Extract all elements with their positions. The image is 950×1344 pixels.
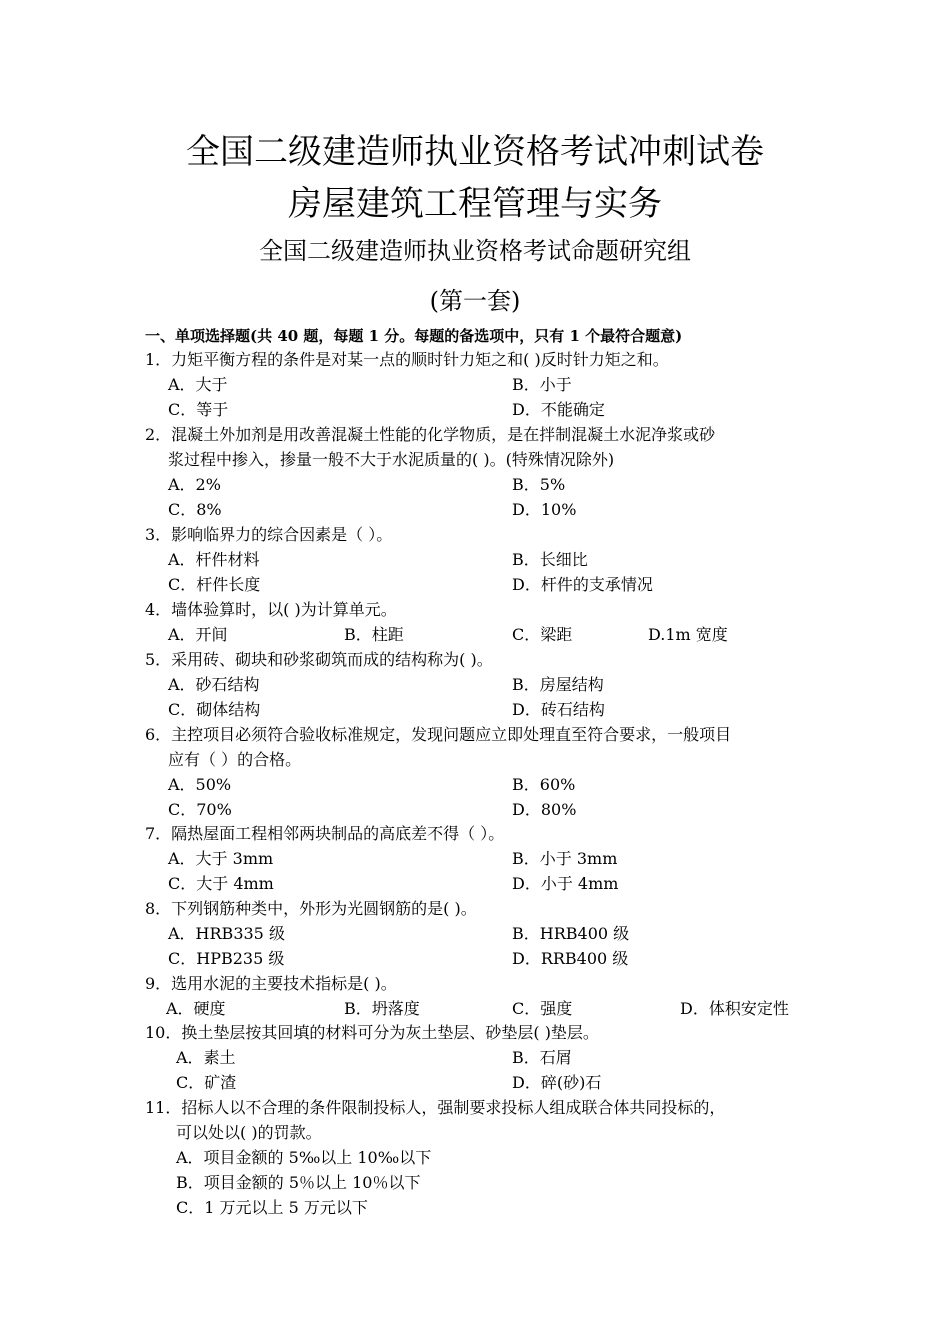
option: B．长细比 xyxy=(512,550,588,569)
option: C．等于 xyxy=(168,400,229,419)
question-stem: 9．选用水泥的主要技术指标是( )。 xyxy=(145,974,397,993)
option: C．大于 4mm xyxy=(168,874,274,893)
option: B．柱距 xyxy=(344,625,404,644)
exam-set: (第一套) xyxy=(429,287,521,315)
question-stem: 8．下列钢筋种类中，外形为光圆钢筋的是( )。 xyxy=(145,899,477,918)
section-heading: 一、单项选择题(共 40 题，每题 1 分。每题的备选项中，只有 1 个最符合题意) xyxy=(145,327,683,345)
option: A．大于 3mm xyxy=(168,849,274,868)
option: B．小于 3mm xyxy=(512,849,618,868)
option: C．强度 xyxy=(512,999,573,1018)
option: A．砂石结构 xyxy=(168,675,260,694)
question-stem: 10．换土垫层按其回填的材料可分为灰土垫层、砂垫层( )垫层。 xyxy=(145,1023,599,1042)
option: D．小于 4mm xyxy=(512,874,619,893)
option: B．HRB400 级 xyxy=(512,924,630,943)
option: A．开间 xyxy=(168,625,228,644)
option: C．8% xyxy=(168,500,222,519)
option: A．硬度 xyxy=(166,999,226,1018)
question-stem: 可以处以( )的罚款。 xyxy=(176,1123,322,1142)
option: D．碎(砂)石 xyxy=(512,1073,602,1092)
option: A．50% xyxy=(168,775,232,794)
option: C．HPB235 级 xyxy=(168,949,285,968)
option: D．不能确定 xyxy=(512,400,605,419)
option: C．70% xyxy=(168,800,232,819)
question-stem: 浆过程中掺入，掺量一般不大于水泥质量的( )。(特殊情况除外) xyxy=(168,450,615,469)
option: C．1 万元以上 5 万元以下 xyxy=(176,1198,368,1217)
option: C．梁距 xyxy=(512,625,573,644)
option: D．10% xyxy=(512,500,577,519)
question-stem: 应有（ ）的合格。 xyxy=(168,750,302,769)
question-stem: 3．影响临界力的综合因素是（ ）。 xyxy=(145,525,393,544)
option: B．房屋结构 xyxy=(512,675,604,694)
exam-author: 全国二级建造师执业资格考试命题研究组 xyxy=(259,237,691,265)
question-stem: 6．主控项目必须符合验收标准规定，发现问题应立即处理直至符合要求，一般项目 xyxy=(145,725,732,744)
option: B．坍落度 xyxy=(344,999,420,1018)
question-stem: 1．力矩平衡方程的条件是对某一点的顺时针力矩之和( )反时针力矩之和。 xyxy=(145,350,669,369)
question-stem: 7．隔热屋面工程相邻两块制品的高底差不得（ ）。 xyxy=(145,824,505,843)
option: D．砖石结构 xyxy=(512,700,605,719)
exam-subject: 房屋建筑工程管理与实务 xyxy=(288,184,662,224)
option: A．HRB335 级 xyxy=(168,924,285,943)
question-stem: 5．采用砖、砌块和砂浆砌筑而成的结构称为( )。 xyxy=(145,650,493,669)
question-stem: 4．墙体验算时，以( )为计算单元。 xyxy=(145,600,397,619)
option: D．80% xyxy=(512,800,577,819)
option: C．杆件长度 xyxy=(168,575,261,594)
option: B．项目金额的 5％以上 10％以下 xyxy=(176,1173,421,1192)
option: D．杆件的支承情况 xyxy=(512,575,653,594)
question-stem: 2．混凝土外加剂是用改善混凝土性能的化学物质，是在拌制混凝土水泥净浆或砂 xyxy=(145,425,716,444)
option: B．石屑 xyxy=(512,1048,572,1067)
option: A．项目金额的 5‰以上 10‰以下 xyxy=(176,1148,432,1167)
option: D.1m 宽度 xyxy=(648,625,728,644)
question-stem: 11．招标人以不合理的条件限制投标人，强制要求投标人组成联合体共同投标的， xyxy=(145,1098,726,1117)
option: B．小于 xyxy=(512,375,572,394)
exam-title: 全国二级建造师执业资格考试冲刺试卷 xyxy=(186,132,764,172)
option: A．杆件材料 xyxy=(168,550,260,569)
option: B．5% xyxy=(512,475,566,494)
option: B．60% xyxy=(512,775,576,794)
option: D．RRB400 级 xyxy=(512,949,629,968)
option: A．2% xyxy=(168,475,221,494)
option: D．体积安定性 xyxy=(680,999,789,1018)
option: A．大于 xyxy=(168,375,228,394)
option: A．素土 xyxy=(176,1048,236,1067)
option: C．砌体结构 xyxy=(168,700,261,719)
option: C．矿渣 xyxy=(176,1073,237,1092)
